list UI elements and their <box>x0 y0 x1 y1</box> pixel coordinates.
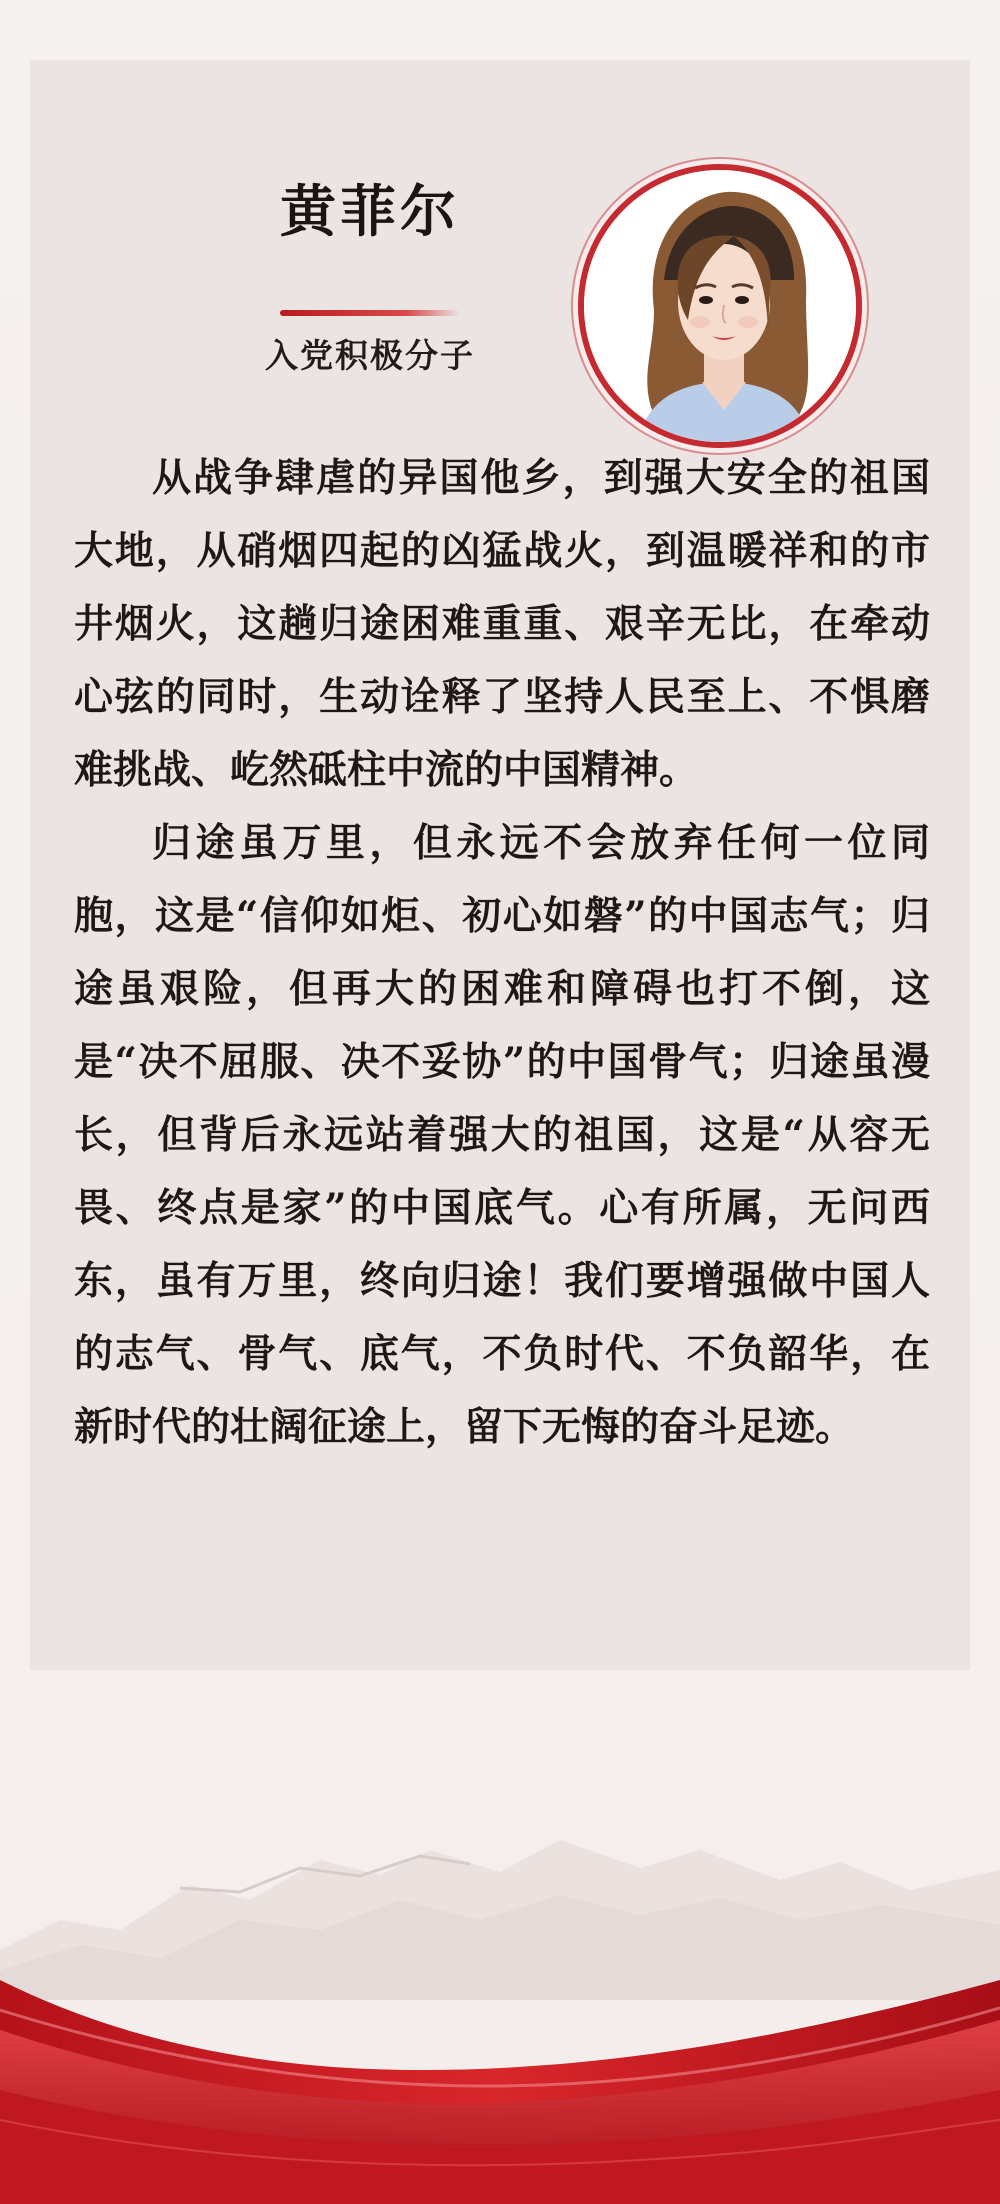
portrait-photo <box>578 164 862 448</box>
portrait-icon <box>584 170 856 442</box>
name-underline <box>280 310 460 316</box>
essay-paragraph-2: 归途虽万里，但永远不会放弃任何一位同胞，这是“信仰如炬、初心如磐”的中国志气；归途虽艰险，但再大的困难和障碍也打不倒，这是“决不屈服、决不妥协”的中国骨气；归途虽漫长，但背后永远站着强大的祖国，这是“从容无畏、终点是家”的中国底气。心有所属，无问西东，虽有万里，终向归途！我们要增强做中国人的志气、骨气、底气，不负时代、不负韶华，在新时代的壮阔征途上，留下无悔的奋斗足迹。 <box>74 820 930 1450</box>
profile-card <box>30 60 970 1670</box>
essay-paragraph-1: 从战争肆虐的异国他乡，到强大安全的祖国大地，从硝烟四起的凶猛战火，到温暖祥和的市井烟火，这趟归途困难重重、艰辛无比，在牵动心弦的同时，生动诠释了坚持人民至上、不惧磨难挑战、屹然砥柱中流的中国精神。 <box>74 455 930 793</box>
profile-name: 黄菲尔 <box>280 179 460 245</box>
profile-subtitle: 入党积极分子 <box>265 336 475 375</box>
essay-text <box>74 442 930 1464</box>
red-silk-ribbon-icon <box>0 1920 1000 2204</box>
